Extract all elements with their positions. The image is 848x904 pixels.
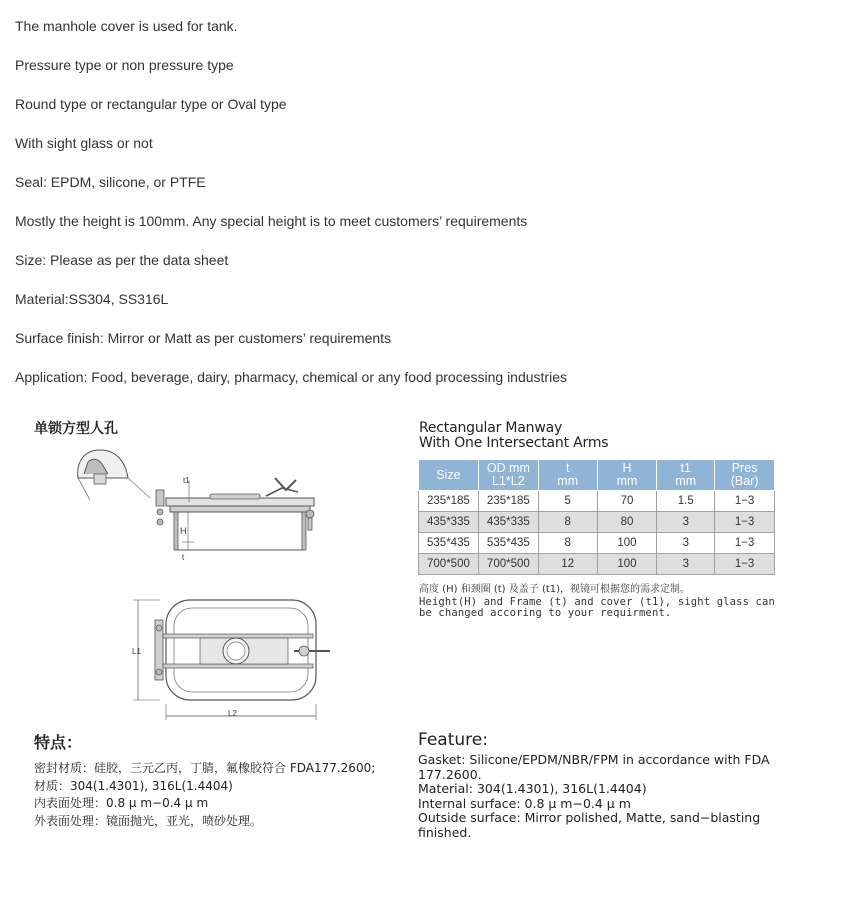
description-line: The manhole cover is used for tank. xyxy=(15,18,238,34)
feature-cn-line: 外表面处理：镜面抛光，亚光，喷砂处理。 xyxy=(34,813,263,828)
spec-title-line1: Rectangular Manway xyxy=(419,420,563,436)
table-cell: 3 xyxy=(657,512,715,533)
table-cell: 1−3 xyxy=(715,512,775,533)
feature-en-line: Internal surface: 0.8 μ m−0.4 μ m xyxy=(418,795,631,811)
description-line: Application: Food, beverage, dairy, pharmacy, chemical or any food processing industries xyxy=(15,369,567,385)
table-row xyxy=(419,491,775,512)
table-row xyxy=(419,554,775,575)
feature-cn-list xyxy=(34,760,375,830)
spec-header-t: t mm xyxy=(538,460,597,491)
feature-en-line: Gasket: Silicone/EPDM/NBR/FPM in accordance with FDA 177.2600. xyxy=(418,752,770,782)
dimension-label-t1: t1 xyxy=(183,476,190,485)
table-cell: 8 xyxy=(538,512,597,533)
spec-header-h: H mm xyxy=(597,460,657,491)
spec-header-pressure: Pres (Bar) xyxy=(715,460,775,491)
spec-header-size: Size xyxy=(419,460,479,491)
table-cell: 535*435 xyxy=(419,533,479,554)
table-row xyxy=(419,533,775,554)
manway-side-view-diagram xyxy=(70,440,330,565)
spec-note-cn: 高度 (H) 和颈圈 (t) 及盖子 (t1)，视镜可根据您的需求定制。 xyxy=(419,584,691,595)
dimension-label-l1: L1 xyxy=(132,647,141,656)
table-cell: 235*185 xyxy=(478,491,538,512)
table-cell: 12 xyxy=(538,554,597,575)
table-cell: 535*435 xyxy=(478,533,538,554)
table-cell: 700*500 xyxy=(478,554,538,575)
table-cell: 1−3 xyxy=(715,554,775,575)
feature-en-line: Outside surface: Mirror polished, Matte, sand−blasting finished. xyxy=(418,810,761,840)
feature-en-title: Feature: xyxy=(418,730,488,750)
table-cell: 80 xyxy=(597,512,657,533)
feature-cn-line: 材质：304(1.4301), 316L(1.4404) xyxy=(34,778,233,793)
table-cell: 435*335 xyxy=(419,512,479,533)
spec-title xyxy=(419,421,608,451)
table-cell: 100 xyxy=(597,533,657,554)
description-line: Material:SS304, SS316L xyxy=(15,291,169,307)
feature-en-line: Material: 304(1.4301), 316L(1.4404) xyxy=(418,781,647,796)
description-line: Seal: EPDM, silicone, or PTFE xyxy=(15,174,206,190)
description-line: Pressure type or non pressure type xyxy=(15,57,234,73)
feature-cn-line: 密封材质：硅胶，三元乙丙，丁腈，氟橡胶符合 FDA177.2600; xyxy=(34,761,376,775)
description-line: Surface finish: Mirror or Matt as per customers’ requirements xyxy=(15,330,392,346)
table-cell: 5 xyxy=(538,491,597,512)
table-cell: 435*335 xyxy=(478,512,538,533)
description-line: With sight glass or not xyxy=(15,135,153,151)
description-line: Mostly the height is 100mm. Any special height is to meet customers’ requirements xyxy=(15,213,528,229)
spec-note-en: Height(H) and Frame (t) and cover (t1), sight glass can be changed accoring to your requirment. xyxy=(419,596,775,619)
table-cell: 1−3 xyxy=(715,533,775,554)
table-cell: 700*500 xyxy=(419,554,479,575)
table-cell: 8 xyxy=(538,533,597,554)
diagram-title: 单锁方型人孔 xyxy=(34,421,118,437)
description-line: Size: Please as per the data sheet xyxy=(15,252,229,268)
feature-cn-line: 内表面处理：0.8 μ m−0.4 μ m xyxy=(34,796,209,810)
table-cell: 70 xyxy=(597,491,657,512)
spec-table xyxy=(418,459,775,575)
manway-top-view-diagram xyxy=(130,592,340,722)
description-line: Round type or rectangular type or Oval type xyxy=(15,96,287,112)
table-cell: 3 xyxy=(657,533,715,554)
spec-title-line2: With One Intersectant Arms xyxy=(419,435,609,451)
table-cell: 235*185 xyxy=(419,491,479,512)
table-cell: 100 xyxy=(597,554,657,575)
feature-en-list xyxy=(418,753,778,840)
table-cell: 3 xyxy=(657,554,715,575)
spec-header-od: OD mm L1*L2 xyxy=(478,460,538,491)
dimension-label-l2: L2 xyxy=(228,709,237,718)
table-cell: 1.5 xyxy=(657,491,715,512)
feature-cn-title: 特点： xyxy=(34,733,83,752)
dimension-label-h: H xyxy=(180,526,187,536)
table-row xyxy=(419,512,775,533)
dimension-label-t: t xyxy=(182,553,185,562)
spec-header-t1: t1 mm xyxy=(657,460,715,491)
table-cell: 1−3 xyxy=(715,491,775,512)
spec-table-header-row xyxy=(419,460,775,491)
